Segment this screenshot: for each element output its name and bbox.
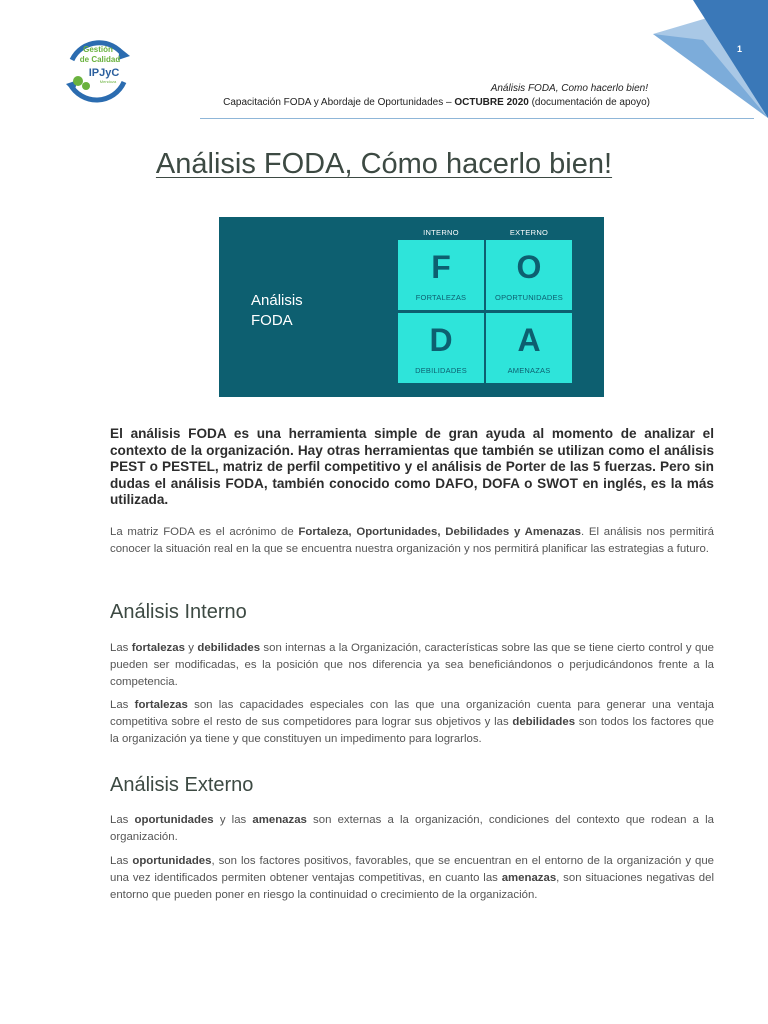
internal-p2-b2: debilidades xyxy=(512,716,576,728)
internal-p1-b2: debilidades xyxy=(197,642,261,654)
header-subtitle-date: OCTUBRE 2020 xyxy=(454,97,529,108)
foda-title-line-1: Análisis xyxy=(251,292,303,309)
foda-graphic-title xyxy=(251,291,341,331)
internal-p1-post: son internas a la Organización, características sobre las que se tiene cierto control y que pueden ser modificadas, es la posición que nos diferencia ya sea beneficiándonos o perjudicándonos frente a la competencia. xyxy=(110,642,714,688)
external-p2-b1: oportunidades xyxy=(132,855,212,867)
matrix-post: . El análisis nos permitirá conocer la situación real en la que se encuentra nuestra organización y nos permitirá planificar las estrategias a futuro. xyxy=(110,526,714,555)
cell-label: DEBILIDADES xyxy=(415,366,467,375)
external-p2-post: , son situaciones negativas del entorno que pueden poner en riesgo la continuidad o crecimiento de la organización. xyxy=(110,872,714,901)
internal-p2-mid: son las capacidades especiales con las que una organización cuenta para generar una ventaja competitiva sobre el resto de sus competidores para lograr sus objetivos y las xyxy=(110,699,714,728)
internal-p2-pre: Las xyxy=(110,699,135,711)
header-rule xyxy=(200,118,754,119)
cell-letter: O xyxy=(516,249,542,285)
logo-line-1: Gestión xyxy=(83,45,113,54)
header-doc-title: Análisis FODA, Como hacerlo bien! xyxy=(490,83,648,94)
header-subtitle-pre: Capacitación FODA y Abordaje de Oportunidades – xyxy=(223,97,455,108)
heading-external-analysis: Análisis Externo xyxy=(110,774,254,796)
cell-letter: A xyxy=(517,322,541,358)
intro-paragraph: El análisis FODA es una herramienta simple de gran ayuda al momento de analizar el contexto de la organización. Hay otras herramientas que también se utilizan como el análisis PEST o PESTEL, matriz de perfil competitivo y el análisis de Porter de las 5 fuerzas. Pero sin dudas el análisis FODA, también conocido como DAFO, DOFA o SWOT en inglés, es la más utilizada. xyxy=(110,426,714,507)
internal-p1-pre: Las xyxy=(110,642,132,654)
cell-letter: F xyxy=(431,249,451,285)
cell-label: AMENAZAS xyxy=(507,366,551,375)
internal-p2-post: son todos los factores que la organización ya tiene y que constituyen un impedimento para lograrlos. xyxy=(110,716,714,745)
gestion-calidad-logo xyxy=(58,34,138,106)
cell-fortalezas xyxy=(398,240,484,310)
external-p2-mid: , son los factores positivos, favorables, que se encuentran en el entorno de la organización y que una vez identificados permiten obtener ventajas competitivas, en cuanto las xyxy=(110,855,714,884)
internal-p1-b1: fortalezas xyxy=(131,642,185,654)
matrix-paragraph xyxy=(110,524,714,558)
internal-p2-b1: fortalezas xyxy=(134,699,188,711)
cell-oportunidades xyxy=(486,240,572,310)
external-p2-pre: Las xyxy=(110,855,133,867)
matrix-pre: La matriz FODA es el acrónimo de xyxy=(110,526,299,538)
external-p1-b1: oportunidades xyxy=(134,814,214,826)
heading-internal-analysis: Análisis Interno xyxy=(110,601,247,623)
internal-p1-mid: y xyxy=(184,642,198,654)
external-p2-b2: amenazas xyxy=(501,872,557,884)
logo-line-4: Mendoza xyxy=(99,79,117,84)
matrix-acronym: Fortaleza, Oportunidades, Debilidades y Amenazas xyxy=(298,526,581,538)
internal-paragraph-2 xyxy=(110,697,714,748)
cell-label: FORTALEZAS xyxy=(415,293,467,302)
external-p1-pre: Las xyxy=(110,814,135,826)
header-subtitle xyxy=(223,97,650,108)
corner-decoration xyxy=(653,0,768,118)
column-label-internal: INTERNO xyxy=(423,228,459,237)
foda-title-line-2: FODA xyxy=(251,312,293,329)
cell-debilidades xyxy=(398,313,484,383)
external-p1-b2: amenazas xyxy=(252,814,307,826)
header-subtitle-post: (documentación de apoyo) xyxy=(528,97,650,108)
page-number: 1 xyxy=(736,44,742,54)
cell-letter: D xyxy=(429,322,453,358)
external-paragraph-1 xyxy=(110,812,714,846)
logo-line-2: de Calidad xyxy=(79,55,121,64)
cell-label: OPORTUNIDADES xyxy=(495,293,563,302)
external-p1-mid: y las xyxy=(213,814,253,826)
external-p1-post: son externas a la organización, condiciones del contexto que rodean a la organización. xyxy=(110,814,715,843)
cell-amenazas xyxy=(486,313,572,383)
external-paragraph-2 xyxy=(110,853,714,904)
logo-line-3: IPJyC xyxy=(88,67,120,79)
page-title: Análisis FODA, Cómo hacerlo bien! xyxy=(155,148,613,180)
column-label-external: EXTERNO xyxy=(509,228,549,237)
foda-graphic xyxy=(219,217,604,397)
internal-paragraph-1 xyxy=(110,640,714,691)
